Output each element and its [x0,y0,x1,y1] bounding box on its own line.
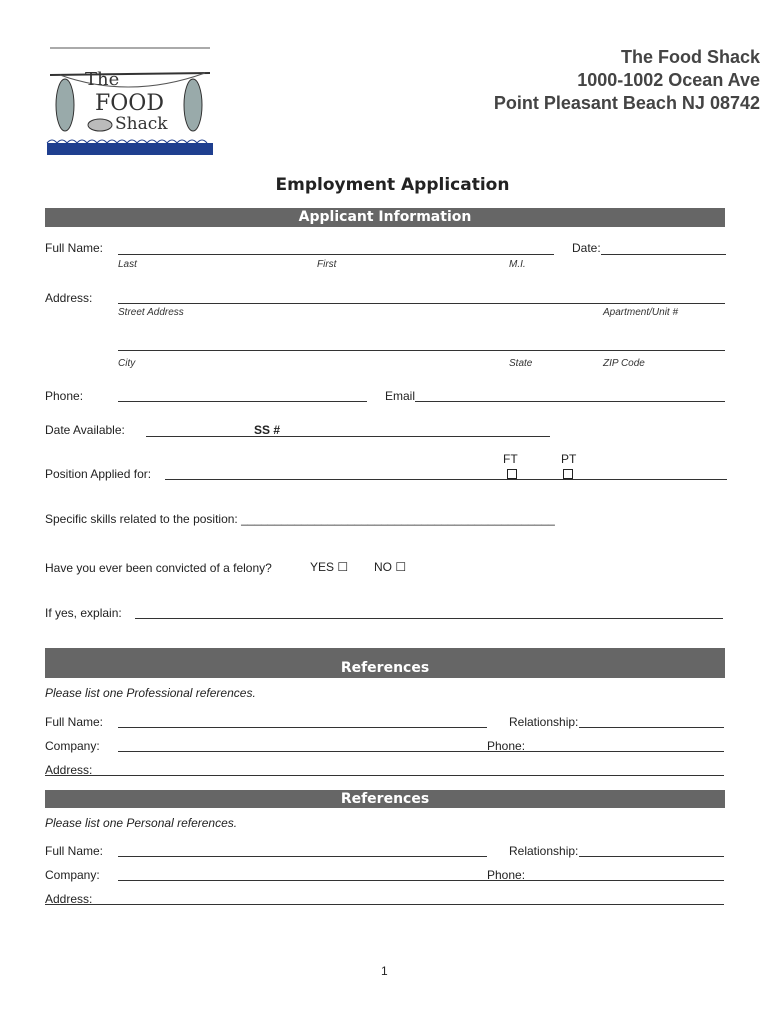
email-label: Email [385,389,416,403]
state-sublabel: State [509,358,533,369]
personal-instruction: Please list one Personal references. [45,816,238,830]
phone-field[interactable] [118,401,367,402]
felony-no-option[interactable]: NO ☐ [374,560,407,574]
first-sublabel: First [317,259,337,270]
prof-full-name-field[interactable] [118,727,487,728]
prof-relationship-field[interactable] [579,727,724,728]
apartment-sublabel: Apartment/Unit # [603,307,679,318]
pt-checkbox[interactable] [563,466,573,484]
pers-relationship-field[interactable] [579,856,724,857]
date-label: Date: [572,241,601,255]
form-title: Employment Application [275,175,510,195]
position-field[interactable] [165,479,727,480]
felony-yes-option[interactable]: YES ☐ [310,560,349,574]
prof-full-name-label: Full Name: [45,715,104,729]
prof-address-label: Address: [45,763,93,777]
date-available-label: Date Available: [45,423,125,437]
full-name-label: Full Name: [45,241,104,255]
business-name: The Food Shack [620,47,760,67]
full-name-field[interactable] [118,254,554,255]
applicant-section-header: Applicant Information [45,208,725,227]
prof-company-field[interactable] [118,751,724,752]
professional-references-header: References [45,648,725,678]
pers-relationship-label: Relationship: [509,844,579,858]
skills-field[interactable]: Specific skills related to the position: _______________________________________________ [45,512,555,526]
prof-address-field[interactable] [45,775,724,776]
city-state-zip-field[interactable] [118,350,725,351]
date-field[interactable] [601,254,726,255]
street-address-field[interactable] [118,303,725,304]
address-label: Address: [45,291,93,305]
logo-word-shack: Shack [115,114,168,134]
logo-graphic [45,45,215,157]
date-available-field[interactable] [146,436,550,437]
personal-references-header: References [45,790,725,808]
logo [45,45,215,157]
mi-sublabel: M.I. [509,259,526,270]
pers-full-name-field[interactable] [118,856,487,857]
felony-question: Have you ever been convicted of a felony? [45,561,272,575]
pers-company-field[interactable] [118,880,724,881]
pt-label: PT [561,452,577,466]
prof-relationship-label: Relationship: [509,715,579,729]
phone-label: Phone: [45,389,84,403]
logo-word-food: FOOD [95,91,164,116]
logo-word-the: The [85,69,120,90]
email-field[interactable] [415,401,725,402]
street-address-sublabel: Street Address [118,307,184,318]
page-number: 1 [381,964,388,978]
city-sublabel: City [118,358,136,369]
if-yes-field[interactable] [135,618,723,619]
pers-full-name-label: Full Name: [45,844,104,858]
ss-label: SS # [254,423,281,437]
pers-address-field[interactable] [45,904,724,905]
prof-phone-label: Phone: [487,739,526,753]
business-street: 1000-1002 Ocean Ave [577,70,760,90]
business-city-line: Point Pleasant Beach NJ 08742 [493,93,760,113]
if-yes-label: If yes, explain: [45,606,122,620]
position-label: Position Applied for: [45,467,152,481]
pers-phone-label: Phone: [487,868,526,882]
professional-instruction: Please list one Professional references. [45,686,256,700]
pers-company-label: Company: [45,868,100,882]
zip-sublabel: ZIP Code [603,358,645,369]
prof-company-label: Company: [45,739,100,753]
last-sublabel: Last [118,259,137,270]
pers-address-label: Address: [45,892,93,906]
ft-checkbox[interactable] [507,466,517,484]
ft-label: FT [503,452,518,466]
